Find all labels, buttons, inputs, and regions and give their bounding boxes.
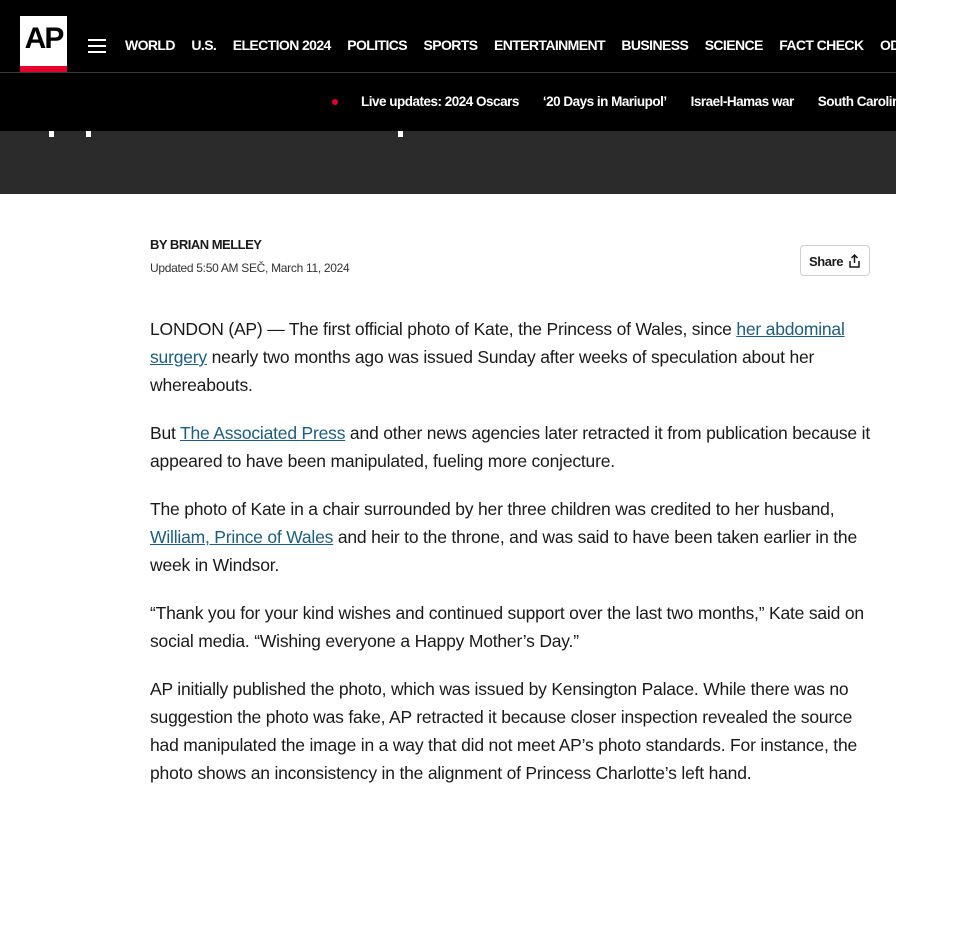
section-nav — [125, 36, 958, 55]
article-paragraph: “Thank you for your kind wishes and continued support over the last two months,” Kate said on social media. “Wishing everyone a Happy Mother’s Day.” — [150, 603, 864, 651]
trending-links — [361, 93, 931, 111]
link-associated-press[interactable]: The Associated Press — [180, 423, 346, 443]
logo-text: AP — [24, 22, 63, 55]
nav-item-oddities[interactable]: ODDITIES — [879, 37, 942, 53]
nav-item-business[interactable]: BUSINESS — [621, 37, 689, 53]
nav-item-entertainment[interactable]: ENTERTAINMENT — [493, 37, 605, 53]
trending-link-oscars[interactable]: Live updates: 2024 Oscars — [361, 94, 519, 109]
trending-bar — [0, 73, 907, 131]
ap-logo[interactable] — [20, 16, 67, 72]
trending-link-south-carolina[interactable]: South Carolina — [817, 94, 907, 109]
headline-fragment — [49, 131, 54, 137]
link-abdominal-surgery[interactable]: her abdominal surgery — [150, 319, 845, 367]
nav-item-politics[interactable]: POLITICS — [347, 37, 407, 53]
trending-link-israel-hamas[interactable]: Israel-Hamas war — [690, 94, 794, 109]
nav-item-science[interactable]: SCIENCE — [704, 37, 763, 53]
nav-item-us[interactable]: U.S. — [191, 37, 217, 53]
updated-timestamp: Updated 5:50 AM SEČ, March 11, 2024 — [150, 261, 350, 275]
headline-fragment — [398, 131, 403, 137]
byline[interactable]: BY BRIAN MELLEY — [150, 237, 262, 252]
live-dot-icon — [332, 99, 338, 105]
hamburger-menu-icon[interactable] — [88, 39, 106, 53]
article-paragraph: LONDON (AP) — The first official photo of Kate, the Princess of Wales, since her abdominal surgery nearly two months ago was issued Sunday after weeks of speculation about her whereabouts. — [150, 319, 845, 395]
share-label: Share — [809, 254, 844, 269]
nav-item-election-2024[interactable]: ELECTION 2024 — [232, 37, 331, 53]
article-paragraph: But The Associated Press and other news agencies later retracted it from publication because it appeared to have been manipulated, fueling more conjecture. — [150, 423, 870, 471]
nav-item-sports[interactable]: SPORTS — [423, 37, 478, 53]
article-body — [150, 315, 875, 807]
article-paragraph: The photo of Kate in a chair surrounded by her three children was credited to her husband, William, Prince of Wales and heir to the throne, and was said to have been taken earlier in the week in Windsor. — [150, 499, 858, 575]
share-icon — [848, 254, 861, 268]
share-button[interactable] — [800, 245, 870, 276]
article-hero — [0, 131, 896, 194]
nav-item-fact-check[interactable]: FACT CHECK — [779, 37, 864, 53]
headline-fragment — [86, 131, 91, 137]
nav-item-world[interactable]: WORLD — [125, 37, 175, 53]
link-prince-william[interactable]: William, Prince of Wales — [150, 527, 334, 547]
top-navigation — [0, 0, 942, 72]
article-paragraph: AP initially published the photo, which was issued by Kensington Palace. While there was no suggestion the photo was fake, AP retracted it because closer inspection revealed the source had manipulated the image in a way that did not meet AP’s photo standards. For instance, the photo shows an inconsistency in the alignment of Princess Charlotte’s left hand. — [150, 679, 858, 783]
trending-link-mariupol[interactable]: ‘20 Days in Mariupol’ — [542, 94, 667, 109]
